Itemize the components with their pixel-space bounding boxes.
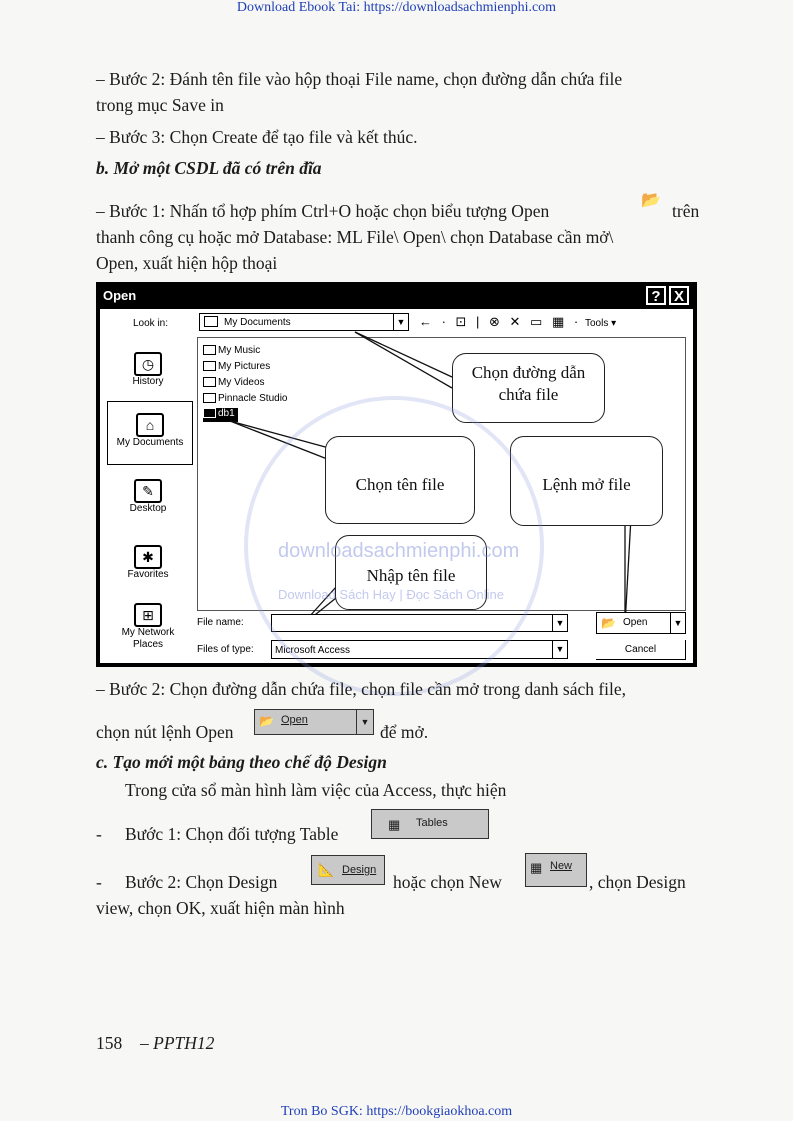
header-download-link[interactable]: Download Ebook Tai: https://downloadsachmienphi.com: [236, 0, 557, 15]
text-step3-create: – Bước 3: Chọn Create để tạo file và kết thúc.: [96, 127, 418, 147]
file-name-label: File name:: [197, 617, 244, 628]
text-step1-table: Bước 1: Chọn đối tượng Table: [125, 824, 339, 844]
text-step1-open-tail: trên: [672, 201, 700, 221]
table-icon: ▦: [388, 817, 401, 832]
look-in-label: Look in:: [133, 318, 169, 329]
tables-button-image: ▦ Tables: [371, 809, 489, 839]
open-folder-icon: 📂: [641, 192, 661, 209]
text-step2-open-pre: chọn nút lệnh Open: [96, 722, 234, 742]
design-button-image: 📐 Design: [311, 855, 385, 885]
chevron-down-icon[interactable]: ▼: [552, 641, 567, 658]
text-step2-design-cont: view, chọn OK, xuất hiện màn hình: [96, 898, 345, 918]
look-in-dropdown[interactable]: My Documents ▼: [199, 313, 409, 331]
close-button[interactable]: X: [669, 286, 689, 305]
documents-icon: ⌂: [136, 413, 164, 437]
chevron-down-icon[interactable]: ▼: [393, 314, 408, 330]
text-step2-design-pre: Bước 2: Chọn Design: [125, 872, 278, 892]
watermark-tagline: Download Sách Hay | Đọc Sách Online: [278, 587, 504, 602]
file-item-selected[interactable]: db1: [203, 408, 238, 422]
chevron-down-icon: ▼: [356, 710, 373, 734]
place-favorites[interactable]: ✱ Favorites: [108, 545, 188, 580]
file-item[interactable]: My Pictures: [203, 361, 270, 375]
dialog-title: Open: [103, 288, 137, 303]
dash-marker: -: [96, 872, 102, 892]
place-history[interactable]: ◷ History: [108, 352, 188, 387]
cancel-button[interactable]: Cancel: [596, 640, 686, 660]
callout-open-command: Lệnh mở file: [510, 436, 663, 526]
place-my-documents[interactable]: ⌂ My Documents: [110, 413, 190, 448]
dash-marker: -: [96, 824, 102, 844]
tools-menu[interactable]: Tools ▾: [585, 318, 617, 329]
desktop-icon: ✎: [134, 479, 162, 503]
footer-sgk-link[interactable]: Tron Bo SGK: https://bookgiaokhoa.com: [280, 1104, 513, 1119]
heading-create-table: c. Tạo mới một bảng theo chế độ Design: [96, 752, 387, 772]
new-button-image: ▦ New: [525, 853, 587, 887]
new-table-icon: ▦: [530, 860, 543, 875]
open-folder-icon: 📂: [259, 714, 274, 728]
place-desktop[interactable]: ✎ Desktop: [108, 479, 188, 514]
open-button-image: 📂 Open ▼: [254, 709, 374, 735]
text-step2-open-post: để mở.: [380, 722, 429, 742]
open-folder-icon: 📂: [601, 616, 616, 630]
chevron-down-icon[interactable]: ▼: [670, 613, 685, 633]
help-button[interactable]: ?: [646, 286, 666, 305]
heading-open-database: b. Mở một CSDL đã có trên đĩa: [96, 158, 322, 178]
chevron-down-icon[interactable]: ▼: [552, 615, 567, 631]
text-step2-open: – Bước 2: Chọn đường dẫn chứa file, chọn file cần mở trong danh sách file,: [96, 679, 627, 699]
text-step1-open: – Bước 1: Nhấn tổ hợp phím Ctrl+O hoặc chọn biểu tượng Open: [96, 201, 550, 221]
text-step2-save: – Bước 2: Đánh tên file vào hộp thoại File name, chọn đường dẫn chứa file: [96, 69, 623, 89]
page-label: – PPTH12: [140, 1033, 215, 1053]
callout-choose-path: Chọn đường dẫn chứa file: [452, 353, 605, 423]
file-item[interactable]: Pinnacle Studio: [203, 393, 288, 407]
file-item[interactable]: My Videos: [203, 377, 265, 391]
history-icon: ◷: [134, 352, 162, 376]
file-type-dropdown[interactable]: Microsoft Access ▼: [271, 640, 568, 659]
toolbar-icons[interactable]: ← · ⊡ | ⊗ ✕ ▭ ▦ ·: [419, 314, 582, 329]
text-intro-create: Trong cửa sổ màn hình làm việc của Access, thực hiện: [125, 780, 507, 800]
callout-choose-file: Chọn tên file: [325, 436, 475, 524]
favorites-icon: ✱: [134, 545, 162, 569]
open-button[interactable]: 📂 Open ▼: [596, 612, 686, 634]
place-network[interactable]: ⊞ My Network Places: [108, 603, 188, 651]
text-step2-save-cont: trong mục Save in: [96, 95, 224, 115]
design-ruler-icon: 📐: [318, 862, 335, 877]
text-step1-open-end: Open, xuất hiện hộp thoại: [96, 253, 278, 273]
text-step2-design-mid: hoặc chọn New: [393, 872, 502, 892]
watermark-site: downloadsachmienphi.com: [278, 540, 520, 562]
network-icon: ⊞: [134, 603, 162, 627]
page-number: 158: [96, 1033, 123, 1053]
text-step1-open-cont: thanh công cụ hoặc mở Database: ML File\ Open\ chọn Database cần mở\: [96, 227, 614, 247]
text-step2-design-post: , chọn Design: [589, 872, 686, 892]
file-item[interactable]: My Music: [203, 345, 260, 359]
callout-enter-name: Nhập tên file: [335, 535, 487, 610]
file-type-label: Files of type:: [197, 644, 254, 655]
